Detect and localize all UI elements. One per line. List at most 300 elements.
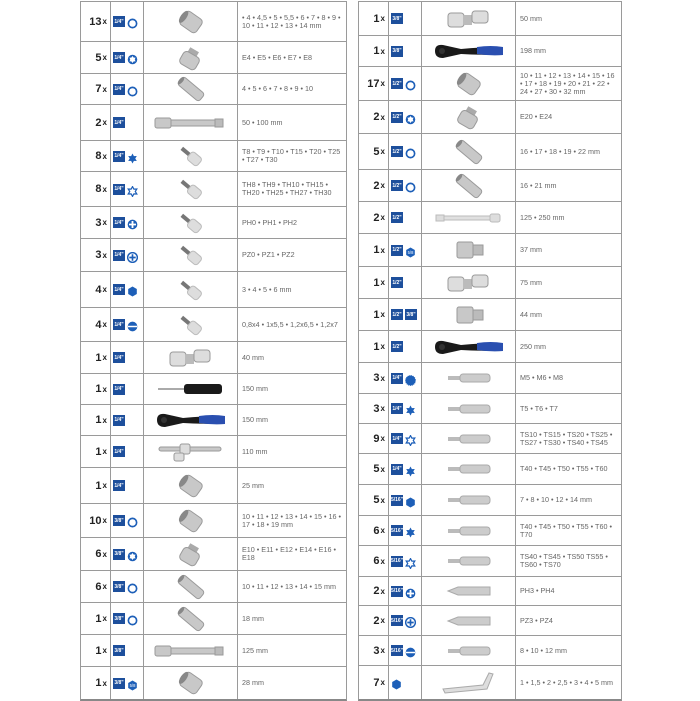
quantity: [81, 42, 111, 73]
drive-size: [111, 308, 144, 341]
drive-size: [111, 342, 144, 373]
drive-size: [111, 571, 144, 602]
quantity: [81, 667, 111, 699]
bit-image: [422, 454, 516, 484]
quantity: [81, 504, 111, 537]
times-sign: x: [102, 678, 107, 688]
quantity-value: 1: [373, 244, 380, 256]
ratchet-image: [422, 36, 516, 66]
times-sign: x: [380, 79, 385, 88]
times-sign: x: [380, 147, 385, 156]
sizes: 7 • 8 • 10 • 12 • 14 mm: [520, 495, 592, 504]
table-row: [359, 363, 621, 394]
quantity: [81, 74, 111, 104]
times-sign: x: [380, 181, 385, 190]
bit-socket-image: [144, 308, 238, 341]
sizes: TH8 • TH9 • TH10 • TH15 • TH20 • TH25 • TH27 • TH30: [242, 180, 332, 197]
deep-socket-image: [144, 74, 238, 104]
sizes: 4 • 5 • 6 • 7 • 8 • 9 • 10: [242, 84, 314, 93]
drive-badge: 1/4": [113, 446, 125, 457]
drive-size: [389, 363, 422, 393]
quantity-value: 1: [95, 677, 102, 689]
quantity-value: 9: [373, 432, 380, 445]
quantity: [359, 666, 389, 699]
quantity-value: 2: [373, 211, 380, 224]
table-row: [359, 234, 621, 267]
drive-size: [111, 105, 144, 140]
bit-image: [422, 363, 516, 393]
sizes: E4 • E5 • E6 • E7 • E8: [242, 52, 312, 62]
drive-size: [111, 603, 144, 634]
quantity: [81, 172, 111, 206]
table-row: [81, 308, 346, 342]
table-row: [81, 239, 346, 272]
drive-badge: 3/8": [113, 549, 125, 560]
drive-size: [389, 636, 422, 665]
extension-long-image: [422, 202, 516, 233]
hex-profile-icon: [127, 284, 138, 295]
bit-image: [422, 546, 516, 576]
table-row: [359, 666, 621, 699]
sizes: 16 • 21 mm: [520, 180, 557, 190]
times-sign: x: [380, 404, 385, 413]
table-row: [81, 272, 346, 308]
table-row: [81, 172, 346, 207]
quantity: [81, 342, 111, 373]
quantity-value: 1: [95, 383, 102, 395]
quantity: [359, 636, 389, 665]
drive-size: [111, 436, 144, 467]
quantity-value: 4: [95, 318, 102, 331]
times-sign: x: [380, 464, 385, 474]
times-sign: x: [380, 526, 385, 535]
torx-profile-icon: [405, 464, 416, 475]
drive-size: [111, 74, 144, 104]
table-row: [81, 342, 346, 374]
drive-badge: 1/4": [113, 151, 125, 162]
times-sign: x: [102, 447, 107, 456]
sizes: 28 mm: [242, 678, 264, 687]
drive-size: [389, 2, 422, 35]
quantity: [81, 603, 111, 634]
sizes: 10 • 11 • 12 • 13 • 14 • 15 • 16 • 17 • 18 • 19 • 20 • 21 • 22 • 24 • 27 • 30 • 32 mm: [520, 70, 615, 96]
sizes: 18 mm: [242, 613, 264, 623]
drive-badge: 1/4": [113, 384, 125, 395]
drive-size: [389, 454, 422, 484]
phillips-profile-icon: [405, 586, 416, 597]
ratchet-image: [144, 405, 238, 435]
sizes: 44 mm: [520, 309, 542, 319]
table-row: [81, 603, 346, 635]
times-sign: x: [380, 678, 385, 687]
hex-ring-profile-icon: [405, 146, 416, 157]
quantity-value: 8: [95, 183, 102, 195]
quantity-value: 6: [373, 524, 380, 537]
hex-profile-icon: [391, 677, 402, 688]
quantity-value: 1: [373, 308, 380, 321]
times-sign: x: [380, 278, 385, 287]
bit-image: [422, 394, 516, 423]
sizes: 125 • 250 mm: [520, 212, 565, 222]
drive-badge: 1/4": [113, 52, 125, 63]
drive-badge: 1/4": [113, 250, 125, 261]
table-row: [81, 667, 346, 699]
drive-size: [111, 635, 144, 666]
drive-badge: 5/16": [391, 645, 403, 656]
times-sign: x: [102, 415, 107, 425]
times-sign: x: [380, 616, 385, 625]
e-socket-image: [144, 538, 238, 570]
e-torx-profile-icon: [405, 112, 416, 123]
sizes: 25 mm: [242, 480, 264, 490]
table-row: [81, 207, 346, 239]
times-sign: x: [380, 646, 385, 655]
quantity: [81, 571, 111, 602]
sizes: 150 mm: [242, 415, 268, 424]
table-row: [359, 299, 621, 331]
times-sign: x: [102, 549, 107, 559]
drive-badge: 5/16": [391, 525, 403, 536]
quantity-value: 13: [89, 15, 102, 28]
hex-ring-profile-icon: [127, 16, 138, 27]
sizes: 75 mm: [520, 277, 542, 287]
drive-badge: 1/4": [113, 319, 125, 330]
quantity-value: 3: [95, 249, 102, 261]
quantity: [359, 394, 389, 423]
sizes: 3 • 4 • 5 • 6 mm: [242, 284, 292, 294]
hex-5-8-profile-icon: [405, 245, 416, 256]
quantity: [359, 485, 389, 515]
times-sign: x: [102, 516, 107, 525]
bit-pointed-image: [422, 606, 516, 635]
adapter-image: [422, 234, 516, 266]
t-handle-image: [144, 436, 238, 467]
table-row: [359, 485, 621, 516]
table-row: [359, 267, 621, 299]
table-row: [359, 424, 621, 454]
times-sign: x: [102, 218, 107, 227]
sizes: 50 • 100 mm: [242, 117, 283, 127]
table-row: [81, 504, 346, 538]
spinner-image: [144, 374, 238, 404]
drive-badge: 1/4": [391, 433, 403, 444]
sizes: PZ0 • PZ1 • PZ2: [242, 250, 295, 259]
drive-badge: 1/4": [113, 352, 125, 363]
drive-badge: 5/16": [391, 615, 403, 626]
quantity-value: 1: [95, 479, 102, 492]
quantity: [359, 267, 389, 298]
sizes: T5 • T6 • T7: [520, 403, 558, 413]
times-sign: x: [102, 353, 107, 362]
drive-size: [111, 374, 144, 404]
pozidriv-profile-icon: [127, 250, 138, 261]
times-sign: x: [380, 14, 385, 23]
quantity-value: 2: [373, 614, 380, 627]
table-row: [359, 36, 621, 67]
table-row: [359, 67, 621, 101]
drive-size: [111, 239, 144, 271]
sizes: 0,8x4 • 1x5,5 • 1,2x6,5 • 1,2x7: [242, 319, 338, 329]
sizes: • 4 • 4,5 • 5 • 5,5 • 6 • 7 • 8 • 9 • 10 • 11 • 12 • 13 • 14 mm: [242, 12, 341, 30]
drive-badge: 5/16": [391, 586, 403, 597]
quantity: [359, 424, 389, 453]
times-sign: x: [102, 320, 107, 329]
drive-badge: 1/2": [391, 212, 403, 223]
drive-badge: 1/4": [391, 464, 403, 475]
drive-size: [389, 331, 422, 362]
times-sign: x: [102, 151, 107, 161]
torx-hole-profile-icon: [127, 184, 138, 195]
slot-profile-icon: [127, 319, 138, 330]
hex-profile-icon: [405, 495, 416, 506]
adapter-image: [422, 299, 516, 330]
times-sign: x: [380, 46, 385, 56]
drive-size: [111, 272, 144, 307]
sizes: T40 • T45 • T50 • T55 • T60 • T70: [520, 521, 612, 539]
quantity-value: 6: [373, 555, 380, 567]
table-row: [81, 74, 346, 105]
sizes: TS10 • TS15 • TS20 • TS25 • TS27 • TS30 • TS40 • TS45: [520, 429, 613, 447]
sizes: E20 • E24: [520, 112, 553, 121]
quantity: [81, 468, 111, 503]
torx-profile-icon: [405, 525, 416, 536]
drive-badge: 3/8": [405, 309, 417, 320]
drive-size: [389, 424, 422, 453]
drive-badge: 5/16": [391, 556, 403, 567]
drive-size: [389, 546, 422, 576]
quantity-value: 10: [89, 514, 102, 527]
bit-image: [422, 485, 516, 515]
u-joint-image: [422, 2, 516, 35]
sizes: 10 • 11 • 12 • 13 • 14 • 15 • 16 • 17 • 18 • 19 mm: [242, 511, 342, 529]
quantity: [359, 36, 389, 66]
times-sign: x: [380, 586, 385, 596]
drive-badge: 1/4": [113, 217, 125, 228]
drive-badge: 1/4": [113, 84, 125, 95]
u-joint-image: [144, 342, 238, 373]
drive-badge: 3/8": [391, 13, 403, 24]
table-row: [81, 436, 346, 468]
socket-image: [144, 2, 238, 41]
drive-badge: 1/4": [113, 480, 125, 491]
sizes: PZ3 • PZ4: [520, 615, 553, 625]
table-row: [359, 2, 621, 36]
quantity-value: 5: [373, 494, 380, 506]
times-sign: x: [102, 646, 107, 655]
quantity: [359, 101, 389, 133]
quantity: [81, 141, 111, 171]
times-sign: x: [102, 17, 107, 26]
table-row: [81, 538, 346, 571]
quantity: [359, 546, 389, 576]
drive-size: [389, 67, 422, 100]
drive-size: [111, 207, 144, 238]
bit-pointed-image: [422, 577, 516, 605]
socket-image: [144, 667, 238, 699]
times-sign: x: [380, 310, 385, 319]
bit-image: [422, 424, 516, 453]
table-row: [359, 606, 621, 636]
times-sign: x: [102, 84, 107, 94]
table-row: [81, 42, 346, 74]
quantity-value: 4: [95, 283, 102, 296]
drive-badge: 1/4": [113, 184, 125, 195]
sizes: PH0 • PH1 • PH2: [242, 217, 297, 227]
quantity-value: 7: [373, 676, 380, 689]
u-joint-image: [422, 267, 516, 298]
bit-socket-image: [144, 141, 238, 171]
times-sign: x: [102, 384, 107, 394]
socket-image: [422, 67, 516, 100]
drive-badge: 1/4": [113, 415, 125, 426]
quantity-value: 5: [373, 463, 380, 475]
table-row: [81, 2, 346, 42]
drive-badge: 1/4": [391, 403, 403, 414]
times-sign: x: [102, 285, 107, 294]
deep-socket-image: [422, 134, 516, 169]
quantity: [359, 454, 389, 484]
quantity: [359, 170, 389, 201]
table-row: [81, 405, 346, 436]
sizes: 198 mm: [520, 46, 546, 55]
quantity: [359, 606, 389, 635]
drive-size: [111, 504, 144, 537]
drive-badge: 1/2": [391, 146, 403, 157]
sizes: 37 mm: [520, 245, 542, 254]
quantity: [81, 374, 111, 404]
drive-badge: 1/2": [391, 309, 403, 320]
table-row: [81, 635, 346, 667]
quantity: [81, 405, 111, 435]
drive-badge: 1/2": [391, 245, 403, 256]
drive-size: [111, 42, 144, 73]
extension-image: [144, 635, 238, 666]
drive-size: [389, 101, 422, 133]
table-row: [81, 374, 346, 405]
quantity: [81, 308, 111, 341]
bit-socket-image: [144, 239, 238, 271]
socket-image: [144, 504, 238, 537]
drive-badge: 1/2": [391, 78, 403, 89]
sizes: 10 • 11 • 12 • 13 • 14 • 15 mm: [242, 581, 336, 591]
drive-badge: 5/16": [391, 495, 403, 506]
drive-badge: 3/8": [113, 581, 125, 592]
drive-size: [389, 606, 422, 635]
times-sign: x: [102, 184, 107, 194]
drive-badge: 3/8": [113, 515, 125, 526]
quantity: [81, 207, 111, 238]
times-sign: x: [380, 556, 385, 566]
table-row: [81, 105, 346, 141]
bit-socket-image: [144, 207, 238, 238]
sizes: TS40 • TS45 • TS50 TS55 • TS60 • TS70: [520, 552, 608, 569]
drive-size: [389, 666, 422, 699]
hex-ring-profile-icon: [405, 78, 416, 89]
times-sign: x: [380, 342, 385, 351]
pozidriv-profile-icon: [405, 615, 416, 626]
svg-text:5/8: 5/8: [129, 682, 136, 688]
table-row: [359, 331, 621, 363]
quantity-value: 2: [95, 116, 102, 129]
quantity: [81, 272, 111, 307]
table-row: [359, 636, 621, 666]
e-socket-image: [144, 42, 238, 73]
times-sign: x: [102, 481, 107, 490]
quantity-value: 17: [367, 77, 380, 90]
times-sign: x: [380, 213, 385, 222]
spline-profile-icon: [405, 373, 416, 384]
quantity-value: 2: [373, 179, 380, 192]
bit-image: [422, 516, 516, 545]
deep-socket-image: [144, 571, 238, 602]
table-row: [359, 546, 621, 577]
drive-badge: 1/4": [113, 117, 125, 128]
hex-ring-profile-icon: [127, 581, 138, 592]
quantity-value: 1: [95, 351, 102, 364]
sizes: T40 • T45 • T50 • T55 • T60: [520, 464, 608, 473]
table-row: [359, 454, 621, 485]
table-row: [359, 134, 621, 170]
drive-size: [389, 36, 422, 66]
sizes: 8 • 10 • 12 mm: [520, 645, 567, 655]
sizes: 40 mm: [242, 352, 264, 362]
quantity-value: 1: [95, 644, 102, 657]
drive-badge: 1/2": [391, 341, 403, 352]
sizes: E10 • E11 • E12 • E14 • E16 • E18: [242, 545, 336, 562]
table-row: [359, 577, 621, 606]
drive-size: [389, 234, 422, 266]
quantity-value: 1: [373, 340, 380, 353]
quantity: [359, 134, 389, 169]
ratchet-image: [422, 331, 516, 362]
drive-size: [111, 538, 144, 570]
quantity-value: 6: [95, 548, 102, 560]
socket-image: [144, 468, 238, 503]
drive-size: [111, 172, 144, 206]
quantity: [81, 635, 111, 666]
hex-5-8-profile-icon: [127, 678, 138, 689]
times-sign: x: [102, 614, 107, 623]
hex-ring-profile-icon: [127, 515, 138, 526]
quantity-value: 1: [95, 414, 102, 426]
drive-badge: 1/2": [391, 277, 403, 288]
drive-size: [111, 405, 144, 435]
quantity-value: 8: [95, 150, 102, 162]
drive-badge: 1/4": [113, 16, 125, 27]
sizes: T8 • T9 • T10 • T15 • T20 • T25 • T27 • T30: [242, 147, 341, 164]
sizes: 125 mm: [242, 645, 268, 655]
quantity: [359, 299, 389, 330]
sizes: 16 • 17 • 18 • 19 • 22 mm: [520, 146, 600, 156]
drive-size: [389, 170, 422, 201]
drive-badge: 3/8": [113, 645, 125, 656]
times-sign: x: [102, 582, 107, 591]
table-row: [359, 394, 621, 424]
torx-profile-icon: [405, 403, 416, 414]
quantity: [81, 105, 111, 140]
quantity: [81, 2, 111, 41]
bit-socket-image: [144, 172, 238, 206]
drive-size: [389, 134, 422, 169]
quantity: [359, 202, 389, 233]
sizes: M5 • M6 • M8: [520, 373, 563, 382]
hex-ring-profile-icon: [405, 180, 416, 191]
sizes: 1 • 1,5 • 2 • 2,5 • 3 • 4 • 5 mm: [520, 677, 614, 687]
times-sign: x: [380, 373, 385, 383]
svg-text:5/8: 5/8: [407, 249, 414, 255]
sizes: 50 mm: [520, 13, 542, 23]
times-sign: x: [380, 495, 385, 505]
